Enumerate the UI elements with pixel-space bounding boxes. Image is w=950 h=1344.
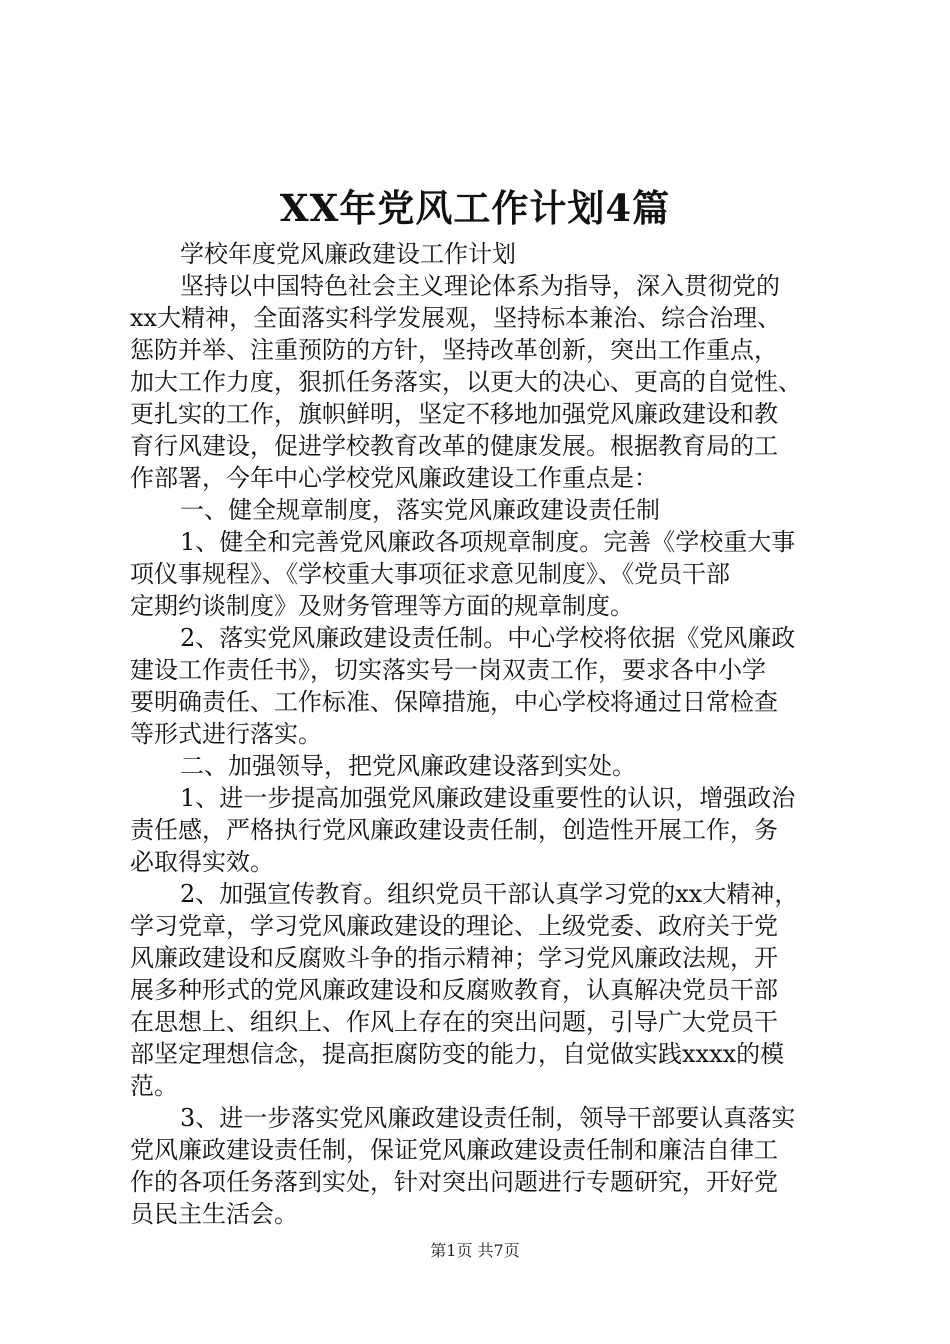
paragraph-line: 要明确责任、工作标准、保障措施，中心学校将通过日常检查 (130, 688, 778, 716)
section-heading: 一、健全规章制度，落实党风廉政建设责任制 (180, 496, 660, 524)
paragraph-line: 作的各项任务落到实处，针对突出问题进行专题研究，开好党 (130, 1168, 778, 1196)
page-footer: 第1页 共7页 (430, 1241, 520, 1260)
paragraph-line: xx大精神，全面落实科学发展观，坚持标本兼治、综合治理、 (130, 304, 782, 332)
paragraph-line: 学习党章，学习党风廉政建设的理论、上级党委、政府关于党 (130, 912, 778, 940)
paragraph-line: 惩防并举、注重预防的方针，坚持改革创新，突出工作重点， (130, 336, 778, 364)
paragraph-line: 展多种形式的党风廉政建设和反腐败教育，认真解决党员干部 (130, 976, 778, 1004)
paragraph-line: 定期约谈制度》及财务管理等方面的规章制度。 (130, 592, 634, 620)
paragraph-line: 项仪事规程》、《学校重大事项征求意见制度》、《党员干部 (130, 560, 730, 588)
paragraph-line: 加大工作力度，狠抓任务落实，以更大的决心、更高的自觉性、 (130, 368, 802, 396)
paragraph-line: 风廉政建设和反腐败斗争的指示精神；学习党风廉政法规，开 (130, 944, 778, 972)
paragraph-line: 育行风建设，促进学校教育改革的健康发展。根据教育局的工 (130, 432, 778, 460)
paragraph-line: 必取得实效。 (130, 848, 274, 876)
paragraph-line: 部坚定理想信念，提高拒腐防变的能力，自觉做实践xxxx的模 (130, 1040, 785, 1068)
paragraph-line: 等形式进行落实。 (130, 720, 322, 748)
paragraph-line: 作部署，今年中心学校党风廉政建设工作重点是： (130, 464, 658, 492)
section-heading: 学校年度党风廉政建设工作计划 (180, 240, 516, 268)
paragraph-line: 3、进一步落实党风廉政建设责任制，领导干部要认真落实 (180, 1104, 796, 1132)
paragraph-line: 更扎实的工作，旗帜鲜明，坚定不移地加强党风廉政建设和教 (130, 400, 778, 428)
section-heading: 二、加强领导，把党风廉政建设落到实处。 (180, 752, 636, 780)
paragraph-line: 员民主生活会。 (130, 1200, 298, 1228)
paragraph-line: 范。 (130, 1072, 178, 1100)
paragraph-line: 1、健全和完善党风廉政各项规章制度。完善《学校重大事 (180, 528, 796, 556)
paragraph-line: 在思想上、组织上、作风上存在的突出问题，引导广大党员干 (130, 1008, 778, 1036)
paragraph-line: 坚持以中国特色社会主义理论体系为指导，深入贯彻党的 (180, 272, 780, 300)
paragraph-line: 1、进一步提高加强党风廉政建设重要性的认识，增强政治 (180, 784, 796, 812)
document-title: XX年党风工作计划4篇 (279, 186, 671, 230)
paragraph-line: 责任感，严格执行党风廉政建设责任制，创造性开展工作，务 (130, 816, 778, 844)
paragraph-line: 建设工作责任书》，切实落实号一岗双责工作，要求各中小学 (130, 656, 766, 684)
paragraph-line: 2、落实党风廉政建设责任制。中心学校将依据《党风廉政 (180, 624, 796, 652)
paragraph-line: 党风廉政建设责任制，保证党风廉政建设责任制和廉洁自律工 (130, 1136, 778, 1164)
paragraph-line: 2、加强宣传教育。组织党员干部认真学习党的xx大精神， (180, 880, 799, 908)
